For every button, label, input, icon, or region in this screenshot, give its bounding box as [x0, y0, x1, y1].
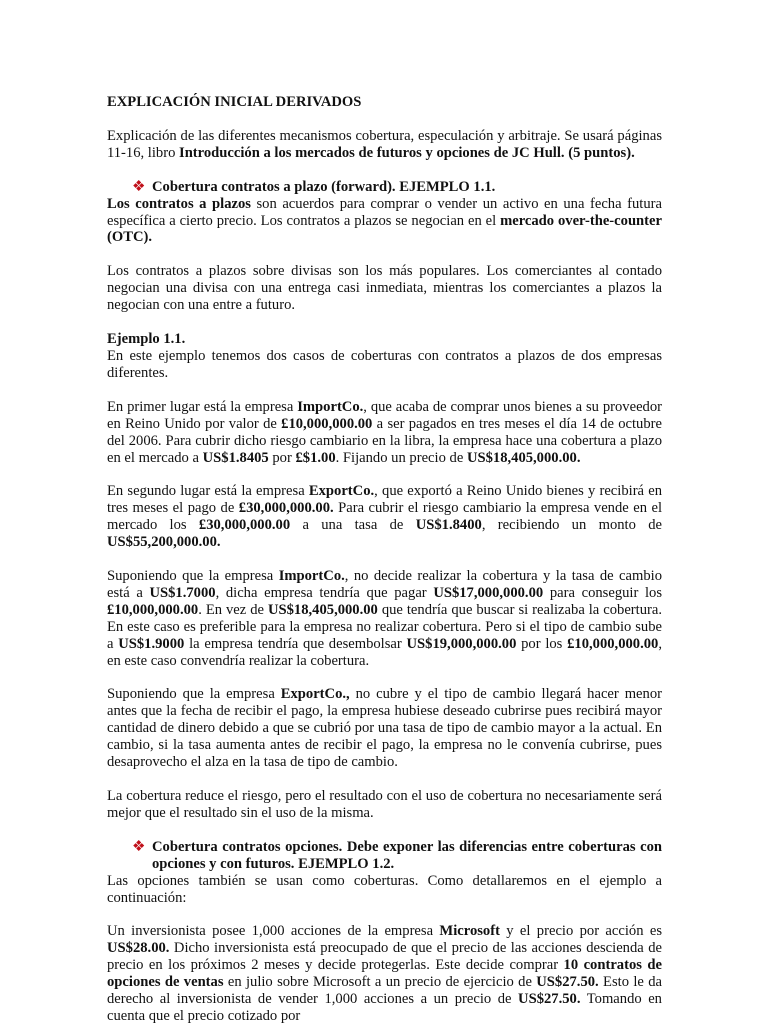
text-run: , recibiendo un monto de: [481, 517, 662, 534]
text-run: , no decide realizar la cobertura y la tasa de cambio está a: [107, 568, 663, 601]
bold-text-run: ImportCo.: [297, 398, 364, 415]
text-run: a una tasa de: [290, 517, 416, 534]
bold-text-run: £10,000,000.00: [107, 601, 199, 618]
bold-text-run: US$27.50.: [518, 991, 581, 1008]
text-run: Las opciones también se usan como coberturas. Como detallaremos en el ejemplo a continuación:: [107, 872, 662, 906]
intro-paragraph: [107, 128, 662, 162]
bold-text-run: US$18,405,000.00.: [466, 449, 581, 466]
text-run: para conseguir los: [543, 584, 663, 601]
bold-text-run: US$17,000,000.00: [433, 584, 544, 601]
bold-text-run: US$1.8405: [202, 449, 269, 466]
bold-text-run: Los contratos a plazos: [107, 195, 251, 212]
exportco-scenario-paragraph: [107, 686, 662, 771]
bold-text-run: US$1.8400: [415, 517, 482, 534]
text-run: por: [268, 449, 296, 466]
text-run: . En vez de: [198, 601, 268, 618]
section-2-heading-text: Cobertura contratos opciones. Debe exponer las diferencias entre coberturas con opciones y con futuros. EJEMPLO 1.2.: [152, 838, 662, 872]
bold-text-run: 10 contratos de opciones de ventas: [107, 957, 662, 991]
options-intro-paragraph: [107, 873, 662, 907]
text-run: Suponiendo que la empresa: [107, 568, 279, 585]
text-run: Explicación de las diferentes mecanismos cobertura, especulación y arbitraje. Se usará páginas 11-16, libro: [107, 127, 662, 161]
bold-text-run: £30,000,000.00: [198, 517, 291, 534]
text-run: . Fijando un precio de: [335, 449, 467, 466]
bold-text-run: US$27.50.: [536, 974, 599, 991]
text-run: Suponiendo que la empresa: [107, 686, 281, 703]
bold-text-run: Introducción a los mercados de futuros y opciones de JC Hull. (5 puntos).: [179, 144, 635, 161]
text-run: por los: [516, 635, 568, 652]
text-run: y el precio por acción es: [499, 923, 662, 940]
bold-text-run: £30,000,000.00.: [238, 500, 334, 517]
text-run: En este ejemplo tenemos dos casos de coberturas con contratos a plazos de dos empresas diferentes.: [107, 347, 662, 381]
bold-text-run: mercado over-the-counter (OTC).: [107, 212, 662, 246]
text-run: que tendría que buscar si realizaba la cobertura. En este caso es preferible para la empresa no realizar cobertura. Pero si el tipo de cambio sube a: [107, 601, 663, 652]
document-title: EXPLICACIÓN INICIAL DERIVADOS: [107, 94, 362, 110]
example-intro-paragraph: [107, 348, 662, 382]
currency-forwards-paragraph: [107, 263, 662, 314]
section-2-heading: [107, 839, 662, 873]
example-label: Ejemplo 1.1.: [107, 331, 186, 348]
bold-text-run: US$1.7000: [149, 584, 216, 601]
text-run: , que acaba de comprar unos bienes a su proveedor en Reino Unido por valor de: [107, 398, 662, 432]
importco-paragraph: [107, 399, 662, 467]
bold-text-run: US$28.00.: [107, 940, 170, 957]
conclusion-paragraph: [107, 788, 662, 822]
microsoft-example-paragraph: [107, 923, 662, 1024]
bold-text-run: US$18,405,000.00: [267, 601, 378, 618]
text-run: En segundo lugar está la empresa: [107, 483, 309, 500]
bold-text-run: £10,000,000.00: [281, 415, 373, 432]
text-run: , que exportó a Reino Unido bienes y recibirá en tres meses el pago de: [107, 483, 662, 517]
importco-scenario-paragraph: [107, 568, 662, 669]
bold-text-run: ExportCo.: [308, 483, 375, 500]
text-run: Dicho inversionista está preocupado de que el precio de las acciones descienda de precio en los próximos 2 meses y decide protegerlas. Este decide comprar: [107, 940, 662, 974]
bold-text-run: US$1.9000: [118, 635, 185, 652]
text-run: La cobertura reduce el riesgo, pero el resultado con el uso de cobertura no necesariamente será mejor que el resultado sin el uso de la misma.: [107, 788, 662, 821]
exportco-paragraph: [107, 483, 662, 551]
section-1-heading: [107, 179, 662, 196]
text-run: Tomando en cuenta que el precio cotizado por: [107, 991, 662, 1024]
text-run: Esto le da derecho al inversionista de vender 1,000 acciones a un precio de: [107, 974, 662, 1008]
bold-text-run: £$1.00: [295, 449, 336, 466]
text-run: Los contratos a plazos sobre divisas son los más populares. Los comerciantes al contado negocian una divisa con una entrega casi inmediata, mientras los comerciantes a plazos la negocian con una entre a futuro.: [107, 263, 662, 314]
text-run: En primer lugar está la empresa: [107, 398, 298, 415]
text-run: en julio sobre Microsoft a un precio de ejercicio de: [223, 974, 537, 991]
text-run: son acuerdos para comprar o vender un activo en una fecha futura específica a cierto precio. Los contratos a plazos se negocian en el: [107, 195, 662, 229]
bold-text-run: US$55,200,000.00.: [107, 534, 221, 551]
diamond-bullet-icon: ❖: [132, 838, 146, 855]
text-run: , en este caso convendría realizar la cobertura.: [107, 635, 662, 669]
text-run: no cubre y el tipo de cambio llegará hacer menor antes que la fecha de recibir el pago, la empresa hubiese deseado cubrirse pues recibirá mayor cantidad de dinero debido a que se cubrió por una tasa de tipo de cambio mayor a la actual. En cambio, si la tasa aumenta antes de recibir el pago, la empresa no le convenía cubrirse, pues desaprovecho el alza en la tasa de tipo de cambio.: [107, 686, 662, 771]
section-1-heading-text: Cobertura contratos a plazo (forward). EJEMPLO 1.1.: [152, 178, 496, 195]
bold-text-run: ExportCo.,: [280, 686, 350, 703]
text-run: Para cubrir el riesgo cambiario la empresa vende en el mercado los: [107, 500, 662, 534]
bold-text-run: Microsoft: [439, 923, 500, 940]
bold-text-run: £10,000,000.00: [567, 635, 659, 652]
forward-definition-paragraph: [107, 196, 662, 247]
diamond-bullet-icon: ❖: [132, 178, 146, 195]
text-run: la empresa tendría que desembolsar: [184, 635, 407, 652]
text-run: , dicha empresa tendría que pagar: [215, 584, 434, 601]
bold-text-run: US$19,000,000.00: [406, 635, 517, 652]
text-run: Un inversionista posee 1,000 acciones de la empresa: [107, 923, 440, 940]
bold-text-run: ImportCo.: [278, 568, 345, 585]
text-run: a ser pagados en tres meses el día 14 de octubre del 2006. Para cubrir dicho riesgo cambiario en la libra, la empresa hace una cobertura a plazo en el mercado a: [107, 415, 662, 466]
